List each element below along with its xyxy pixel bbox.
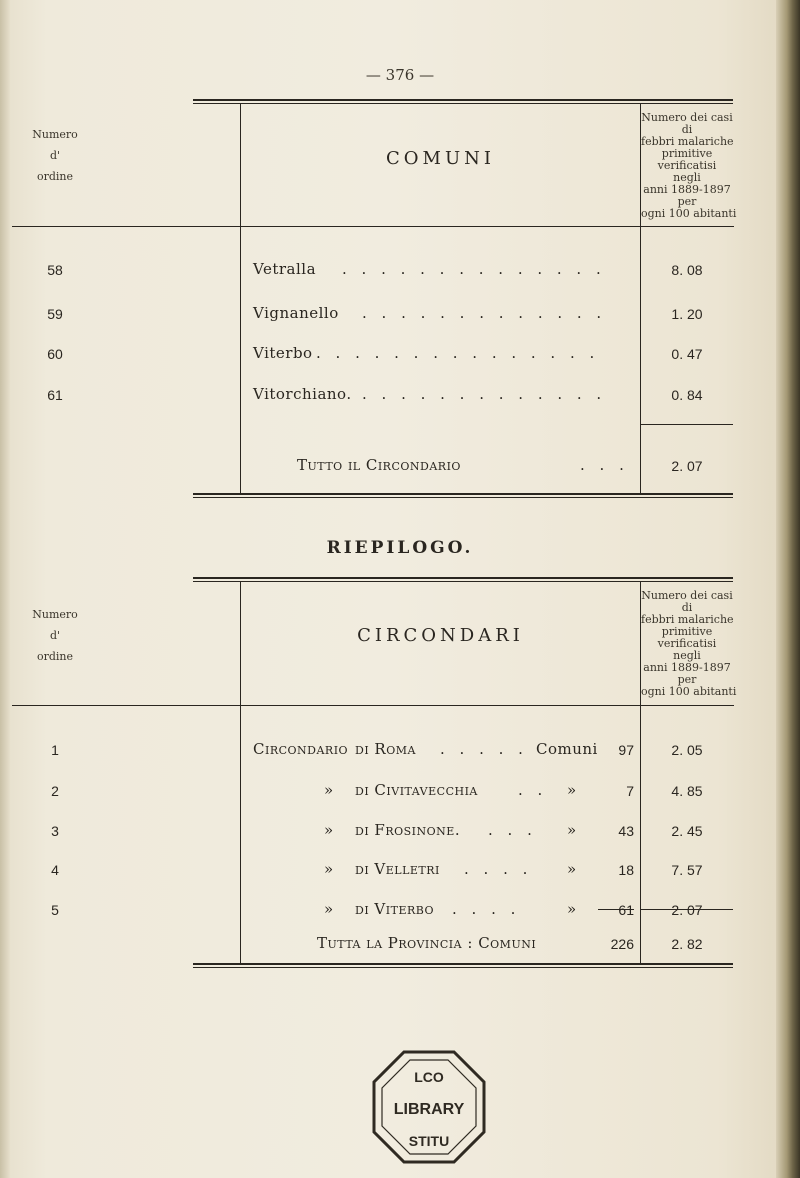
header-casi: Numero dei casi di febbri malariche primitive verificatisi negli anni 1889-1897 per ogni 100 abitanti [641, 589, 737, 698]
comune-name: Vetralla [253, 260, 317, 278]
header-comuni: COMUNI [386, 148, 495, 169]
leader-dots: . . . [488, 821, 537, 839]
header-rule [12, 226, 734, 227]
comuni-count: 43 [618, 823, 634, 839]
ditto-mark: » [324, 821, 334, 839]
leader-dots: . . . . . . . . . . . . . [362, 385, 607, 403]
header-rule [12, 705, 734, 706]
row-number: 61 [47, 387, 63, 403]
row-number: 60 [47, 346, 63, 362]
malaria-rate: 8. 08 [671, 262, 703, 278]
circondario-name: di Viterbo [355, 900, 435, 918]
malaria-rate: 0. 47 [671, 346, 703, 362]
circondario-prefix: Circondario [253, 740, 349, 758]
circondario-name: di Civitavecchia [355, 781, 478, 799]
header-casi: Numero dei casi di febbri malariche primitive verificatisi negli anni 1889-1897 per ogni 100 abitanti [641, 111, 737, 220]
comuni-unit: Comuni [536, 740, 598, 758]
leader-dots: . . [518, 781, 548, 799]
page-number: — 376 — [365, 66, 435, 84]
ditto-mark: » [567, 900, 577, 918]
stamp-middle-text: LIBRARY [393, 1101, 465, 1118]
comuni-count: 97 [618, 742, 634, 758]
row-number: 4 [51, 862, 59, 878]
row-number: 3 [51, 823, 59, 839]
stamp-top-text: LCO [414, 1069, 444, 1085]
comune-name: Vitorchiano. [253, 385, 352, 403]
malaria-rate: 2. 07 [671, 902, 703, 918]
malaria-rate: 7. 57 [671, 862, 703, 878]
leader-dots: . . . . [464, 860, 533, 878]
leader-dots: . . . [580, 456, 629, 474]
leader-dots: . . . . . . . . . . . . . [362, 304, 607, 322]
total-label: Tutta la Provincia : Comuni [317, 934, 537, 952]
row-number: 5 [51, 902, 59, 918]
leader-dots: . . . . . . . . . . . . . . [342, 260, 606, 278]
table-top-rule [193, 577, 733, 579]
table-top-rule [193, 99, 733, 101]
malaria-rate: 0. 84 [671, 387, 703, 403]
ditto-mark: » [324, 900, 334, 918]
total-rule [641, 424, 733, 425]
leader-dots: . . . . [452, 900, 521, 918]
comuni-count: 7 [626, 783, 634, 799]
table-bottom-rule [193, 493, 733, 495]
summary-title: RIEPILOGO. [326, 538, 474, 558]
header-circondari: CIRCONDARI [357, 625, 524, 646]
ditto-mark: » [324, 781, 334, 799]
table-bottom-rule-thin [193, 967, 733, 968]
ditto-mark: » [567, 781, 577, 799]
malaria-rate: 4. 85 [671, 783, 703, 799]
ditto-mark: » [567, 860, 577, 878]
row-number: 1 [51, 742, 59, 758]
stamp-bottom-text: STITU [408, 1133, 450, 1149]
leader-dots: . . . . . . . . . . . . . . . [316, 344, 600, 362]
library-stamp [370, 1048, 488, 1166]
total-rate: 2. 82 [671, 936, 703, 952]
book-binding-edge [776, 0, 800, 1178]
table-top-rule-thin [193, 581, 733, 582]
table-bottom-rule-thin [193, 497, 733, 498]
row-number: 59 [47, 306, 63, 322]
total-label: Tutto il Circondario [297, 456, 461, 474]
comuni-count: 61 [618, 902, 634, 918]
row-number: 58 [47, 262, 63, 278]
circondario-name: di Velletri [355, 860, 440, 878]
comune-name: Vignanello [253, 304, 339, 322]
comuni-count: 18 [618, 862, 634, 878]
table-top-rule-thin [193, 103, 733, 104]
ditto-mark: » [324, 860, 334, 878]
circondario-name: di Roma [355, 740, 416, 758]
malaria-rate: 1. 20 [671, 306, 703, 322]
row-number: 2 [51, 783, 59, 799]
header-numero: Numero d' ordine [32, 128, 78, 183]
leader-dots: . . . . . [440, 740, 528, 758]
header-numero: Numero d' ordine [32, 608, 78, 663]
total-rate: 2. 07 [671, 458, 703, 474]
total-count: 226 [610, 936, 634, 952]
malaria-rate: 2. 05 [671, 742, 703, 758]
comune-name: Viterbo [253, 344, 313, 362]
page-left-edge [0, 0, 10, 1178]
ditto-mark: » [567, 821, 577, 839]
malaria-rate: 2. 45 [671, 823, 703, 839]
circondario-name: di Frosinone. [355, 821, 461, 839]
table-bottom-rule [193, 963, 733, 965]
